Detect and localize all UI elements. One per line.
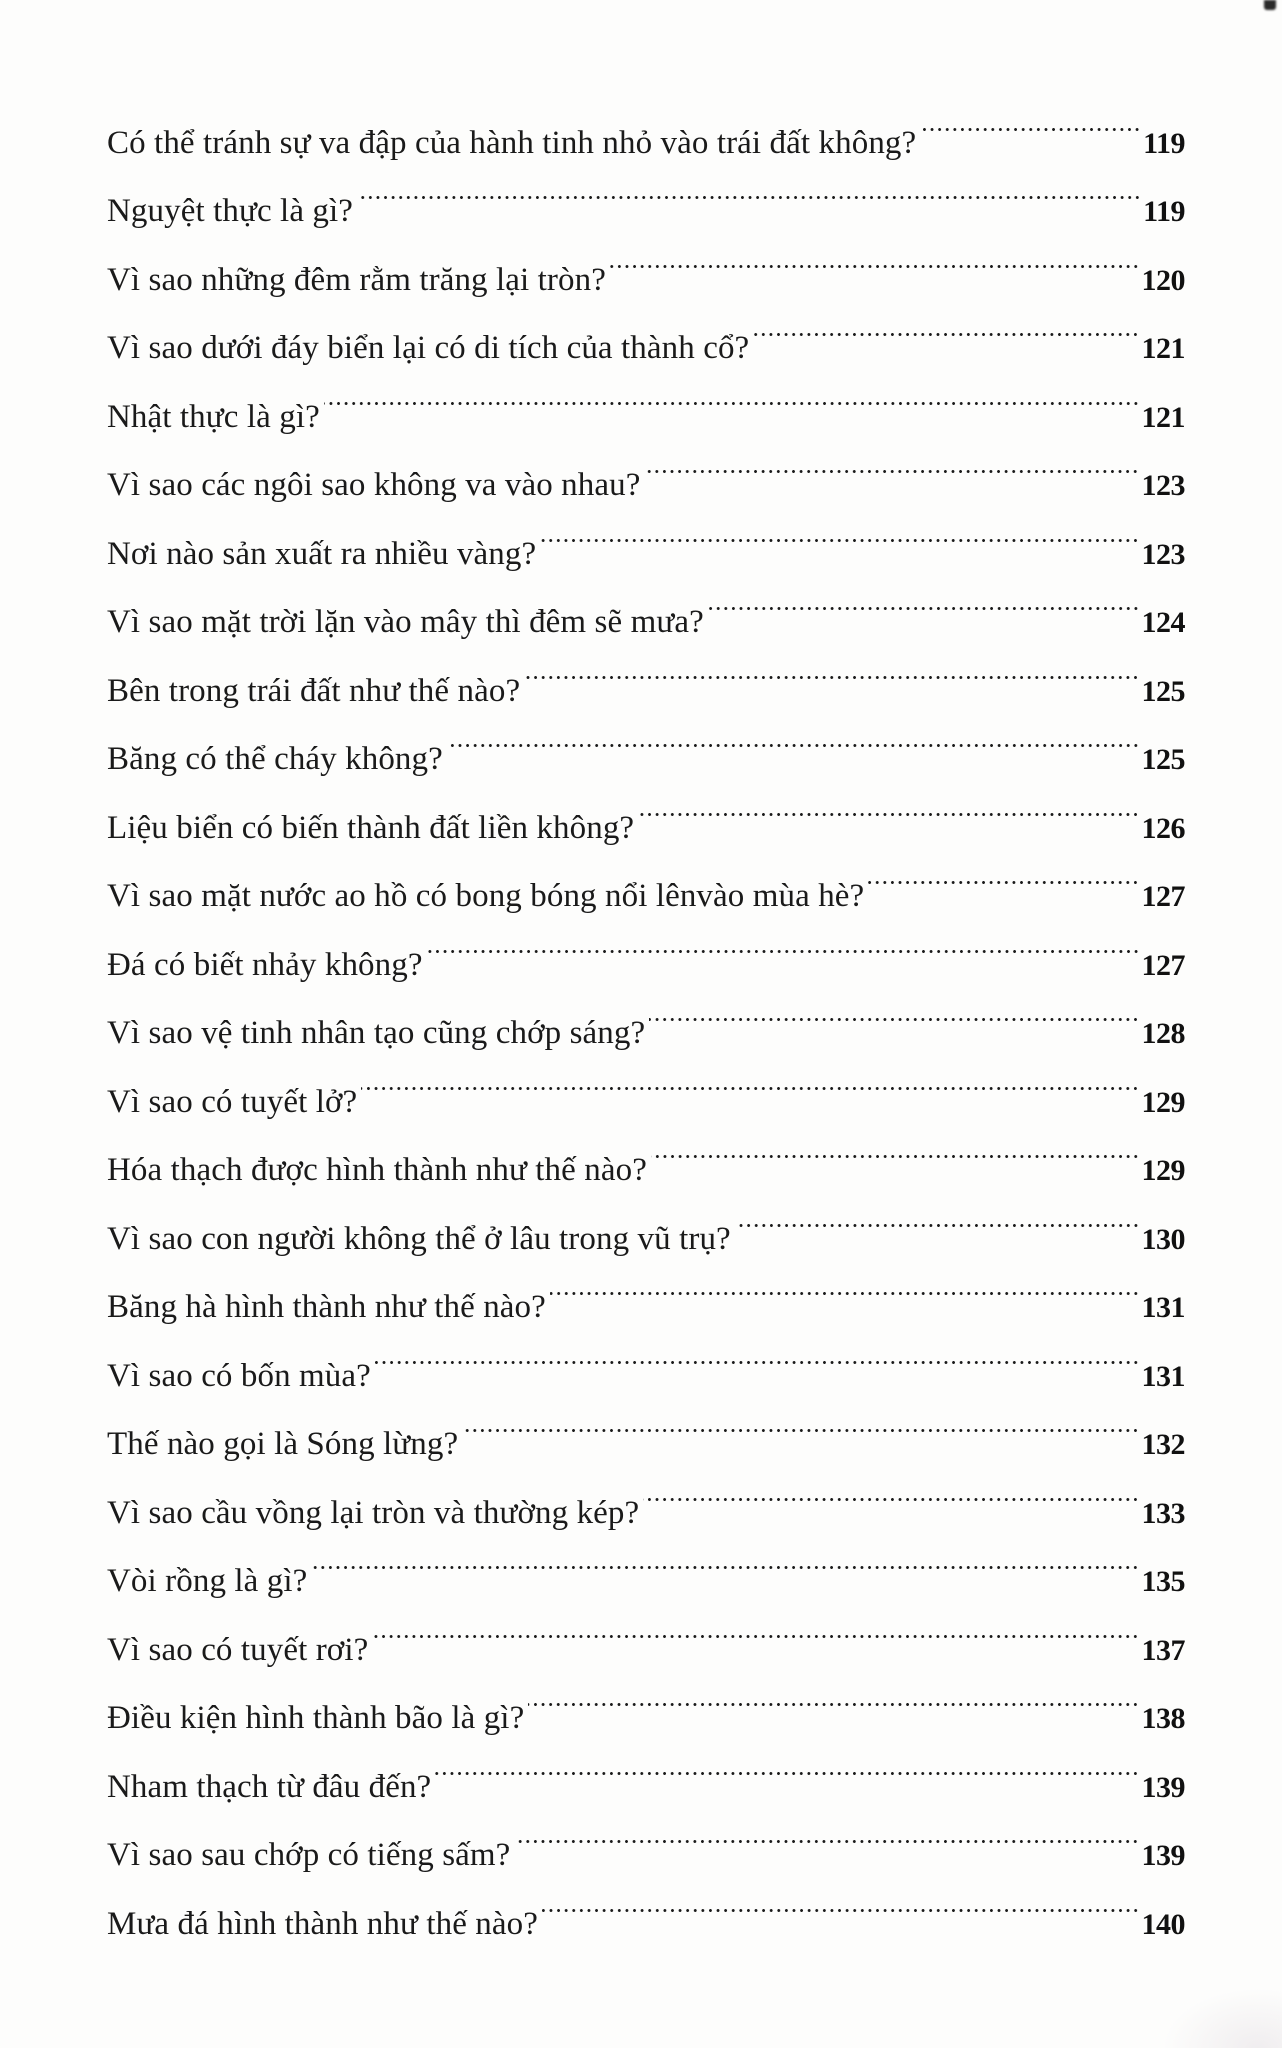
dot-leader: [610, 221, 1140, 290]
toc-entry-page: 131: [1141, 1291, 1185, 1324]
toc-entry-page: 123: [1141, 537, 1185, 571]
dot-leader: [542, 1865, 1139, 1934]
toc-entry-page: 123: [1141, 469, 1185, 502]
dot-leader: [651, 1112, 1140, 1181]
dot-leader: [427, 906, 1140, 975]
toc-entry-page: 121: [1141, 332, 1185, 365]
dot-leader: [753, 290, 1139, 359]
toc-entry: [107, 84, 1185, 161]
toc-entry-page: 129: [1141, 1154, 1185, 1187]
toc-entry-title: Băng hà hình thành như thế nào?: [107, 1289, 546, 1325]
dot-leader: [357, 153, 1141, 222]
dot-leader: [644, 427, 1139, 496]
toc-entry-page: 130: [1141, 1222, 1185, 1256]
toc-entry-title: Mưa đá hình thành như thế nào?: [107, 1905, 539, 1942]
dot-leader: [324, 358, 1140, 427]
dot-leader: [311, 1523, 1139, 1592]
dot-leader: [372, 1591, 1139, 1660]
toc-entry-page: 131: [1141, 1359, 1185, 1393]
table-of-contents: [107, 84, 1185, 1942]
toc-entry-title: Vì sao cầu vồng lại tròn và thường kép?: [107, 1494, 640, 1531]
dot-leader: [649, 975, 1139, 1044]
dot-leader: [528, 1660, 1139, 1729]
toc-entry-page: 139: [1141, 1839, 1185, 1872]
toc-entry-page: 119: [1143, 126, 1185, 160]
toc-entry-page: 120: [1141, 263, 1185, 297]
toc-entry-page: 133: [1141, 1496, 1185, 1530]
toc-entry-title: Vì sao có bốn mùa?: [107, 1357, 371, 1394]
toc-entry-page: 135: [1141, 1565, 1185, 1598]
scan-corner-mark: [1264, 0, 1276, 10]
toc-entry-title: Liệu biển có biến thành đất liền không?: [107, 809, 635, 846]
toc-entry-title: Nơi nào sản xuất ra nhiều vàng?: [107, 535, 537, 572]
toc-entry-title: Vì sao sau chớp có tiếng sấm?: [107, 1837, 511, 1873]
dot-leader: [435, 1728, 1139, 1797]
toc-entry-title: Vòi rồng là gì?: [107, 1563, 308, 1599]
toc-entry-page: 132: [1141, 1428, 1185, 1461]
toc-entry-title: Có thể tránh sự va đập của hành tinh nhỏ vào trái đất không?: [107, 124, 917, 161]
dot-leader: [540, 495, 1139, 564]
dot-leader: [638, 769, 1139, 838]
dot-leader: [524, 632, 1139, 701]
toc-entry-page: 119: [1143, 195, 1185, 228]
toc-entry-title: Vì sao con người không thể ở lâu trong vũ trụ?: [107, 1220, 731, 1257]
toc-entry-title: Nham thạch từ đâu đến?: [107, 1768, 432, 1805]
dot-leader: [643, 1454, 1139, 1523]
dot-leader: [361, 1043, 1139, 1112]
toc-entry-title: Vì sao mặt trời lặn vào mây thì đêm sẽ mưa?: [107, 604, 704, 640]
dot-leader: [514, 1797, 1139, 1866]
toc-entry-page: 126: [1141, 811, 1185, 845]
toc-entry-title: Hóa thạch được hình thành như thế nào?: [107, 1152, 647, 1188]
toc-entry-page: 125: [1141, 743, 1185, 776]
toc-entry-page: 129: [1141, 1085, 1185, 1119]
dot-leader: [708, 564, 1140, 633]
toc-entry-title: Vì sao có tuyết rơi?: [107, 1631, 369, 1668]
toc-entry-title: Thế nào gọi là Sóng lừng?: [107, 1426, 459, 1462]
toc-entry-title: Băng có thể cháy không?: [107, 741, 443, 777]
dot-leader: [735, 1180, 1140, 1249]
dot-leader: [868, 838, 1139, 907]
toc-entry-title: Điều kiện hình thành bão là gì?: [107, 1700, 525, 1736]
toc-entry-page: 127: [1141, 880, 1185, 913]
toc-entry-page: 121: [1141, 400, 1185, 434]
toc-entry-title: Vì sao những đêm rằm trăng lại tròn?: [107, 261, 606, 298]
dot-leader: [375, 1317, 1140, 1386]
toc-entry-page: 139: [1141, 1770, 1185, 1804]
toc-entry-page: 128: [1141, 1017, 1185, 1050]
toc-entry-page: 137: [1141, 1633, 1185, 1667]
toc-entry-page: 124: [1141, 606, 1185, 639]
toc-entry-page: 125: [1141, 674, 1185, 708]
toc-entry-title: Đá có biết nhảy không?: [107, 946, 423, 983]
toc-entry-page: 127: [1141, 948, 1185, 982]
toc-entry-title: Vì sao các ngôi sao không va vào nhau?: [107, 467, 641, 503]
toc-entry-title: Vì sao vệ tinh nhân tạo cũng chớp sáng?: [107, 1015, 646, 1051]
dot-leader: [920, 84, 1141, 153]
toc-entry-page: 138: [1141, 1702, 1185, 1735]
dot-leader: [462, 1386, 1139, 1455]
toc-entry-title: Vì sao mặt nước ao hồ có bong bóng nổi lênvào mùa hè?: [107, 878, 865, 914]
dot-leader: [550, 1249, 1140, 1318]
scan-smudge: [1162, 1988, 1282, 2048]
toc-entry-title: Nguyệt thực là gì?: [107, 193, 354, 229]
toc-entry-title: Bên trong trái đất như thế nào?: [107, 672, 521, 709]
toc-entry-title: Nhật thực là gì?: [107, 398, 320, 435]
toc-entry-title: Vì sao có tuyết lở?: [107, 1083, 358, 1120]
dot-leader: [447, 701, 1140, 770]
toc-entry-title: Vì sao dưới đáy biển lại có di tích của thành cổ?: [107, 330, 750, 366]
toc-entry-page: 140: [1141, 1907, 1185, 1941]
